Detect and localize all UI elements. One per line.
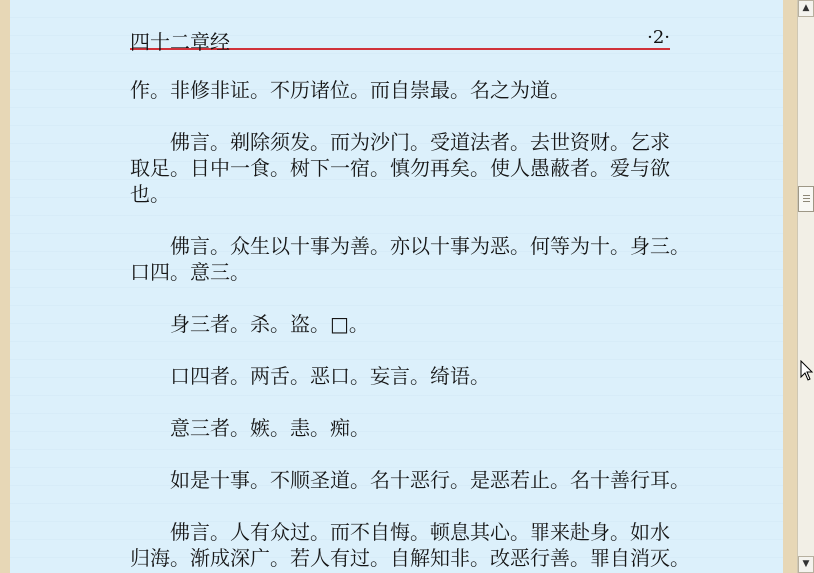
vertical-scrollbar[interactable] xyxy=(797,0,814,573)
page-number: ·2· xyxy=(647,27,670,48)
document-body xyxy=(130,77,690,573)
scroll-up-button[interactable] xyxy=(798,0,814,17)
document-page xyxy=(10,0,783,573)
paragraph-6: 意三者。嫉。恚。痴。 xyxy=(170,416,370,440)
arrow-down-icon: ▼ xyxy=(802,559,810,569)
paragraph-3: 佛言。众生以十事为善。亦以十事为恶。何等为十。身三。 口四。意三。 xyxy=(130,234,690,284)
page-header xyxy=(130,26,670,54)
paragraph-7: 如是十事。不顺圣道。名十恶行。是恶若止。名十善行耳。 xyxy=(170,468,690,492)
mouse-pointer-icon xyxy=(800,360,814,382)
scroll-down-button[interactable] xyxy=(798,556,814,573)
book-title: 四十二章经 xyxy=(130,30,230,54)
paragraph-1: 作。非修非证。不历诸位。而自崇最。名之为道。 xyxy=(130,78,570,102)
arrow-up-icon: ▲ xyxy=(802,3,810,13)
paragraph-4: 身三者。杀。盗。□。 xyxy=(170,312,369,336)
paragraph-2: 佛言。剃除须发。而为沙门。受道法者。去世资财。乞求 取足。日中一食。树下一宿。慎勿再矣。使人愚蔽者。爱与欲 也。 xyxy=(130,130,670,206)
grip-line xyxy=(803,195,810,196)
paragraph-8: 佛言。人有众过。而不自悔。顿息其心。罪来赴身。如水 归海。渐成深广。若人有过。自解知非。改恶行善。罪自消灭。 xyxy=(130,520,690,570)
paragraph-5: 口四者。两舌。恶口。妄言。绮语。 xyxy=(170,364,490,388)
grip-line xyxy=(803,201,810,202)
grip-line xyxy=(803,198,810,199)
scroll-thumb[interactable] xyxy=(798,186,814,212)
